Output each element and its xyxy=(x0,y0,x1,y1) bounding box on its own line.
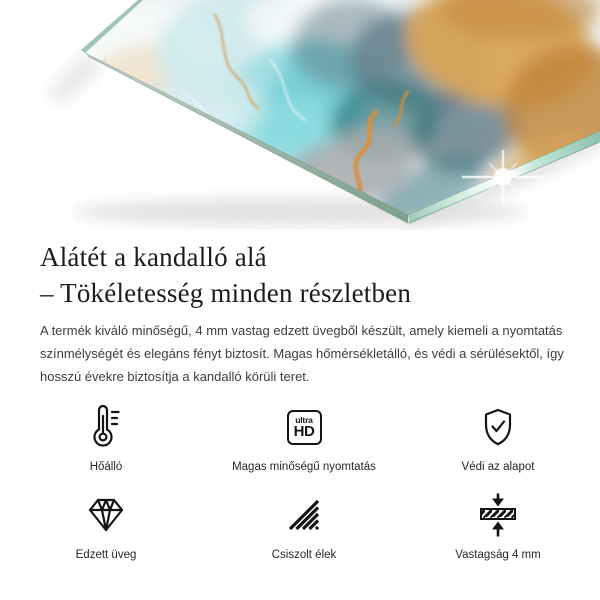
feature-heat-resistant xyxy=(0,401,212,473)
feature-label: Edzett üveg xyxy=(75,549,137,561)
glass-panel-illustration xyxy=(0,0,600,230)
feature-label: Vastagság 4 mm xyxy=(455,549,541,561)
feature-polished-edges xyxy=(212,489,396,561)
ultra-hd-icon-text-bottom: HD xyxy=(293,422,315,440)
feature-label: Védi az alapot xyxy=(461,461,535,473)
description-line: hosszú évekre biztosítja a kandalló körüli teret. xyxy=(40,369,310,384)
feature-thickness xyxy=(396,489,600,561)
description-line: A termék kiváló minőségű, 4 mm vastag edzett üvegből készült, amely kiemeli a nyomtatás xyxy=(40,323,563,338)
feature-hd-print xyxy=(212,401,396,473)
thermometer-icon xyxy=(92,401,120,453)
section-title-line1: Alátét a kandalló alá xyxy=(40,242,267,272)
ultra-hd-icon xyxy=(287,401,322,453)
thickness-icon xyxy=(478,489,518,541)
description-line: színmélységét és elegáns fényt biztosít. Magas hőmérsékletálló, és védi a sérülésektől, így xyxy=(40,346,564,361)
feature-label: Csiszolt élek xyxy=(271,549,337,561)
feature-label: Magas minőségű nyomtatás xyxy=(232,461,376,473)
diamond-icon xyxy=(87,489,125,541)
section-title xyxy=(40,239,560,311)
feature-protects-base xyxy=(396,401,600,473)
product-image-glass-panel xyxy=(0,0,600,230)
feature-label: Hőálló xyxy=(89,461,123,473)
ultra-hd-icon-text-top: ultra xyxy=(295,414,313,425)
marble-artwork xyxy=(50,0,600,230)
product-description xyxy=(40,319,600,388)
polished-edges-icon xyxy=(287,489,321,541)
section-title-line2: – Tökéletesség minden részletben xyxy=(40,278,412,308)
feature-tempered-glass xyxy=(0,489,212,561)
shield-check-icon xyxy=(482,401,514,453)
feature-grid xyxy=(0,401,600,561)
